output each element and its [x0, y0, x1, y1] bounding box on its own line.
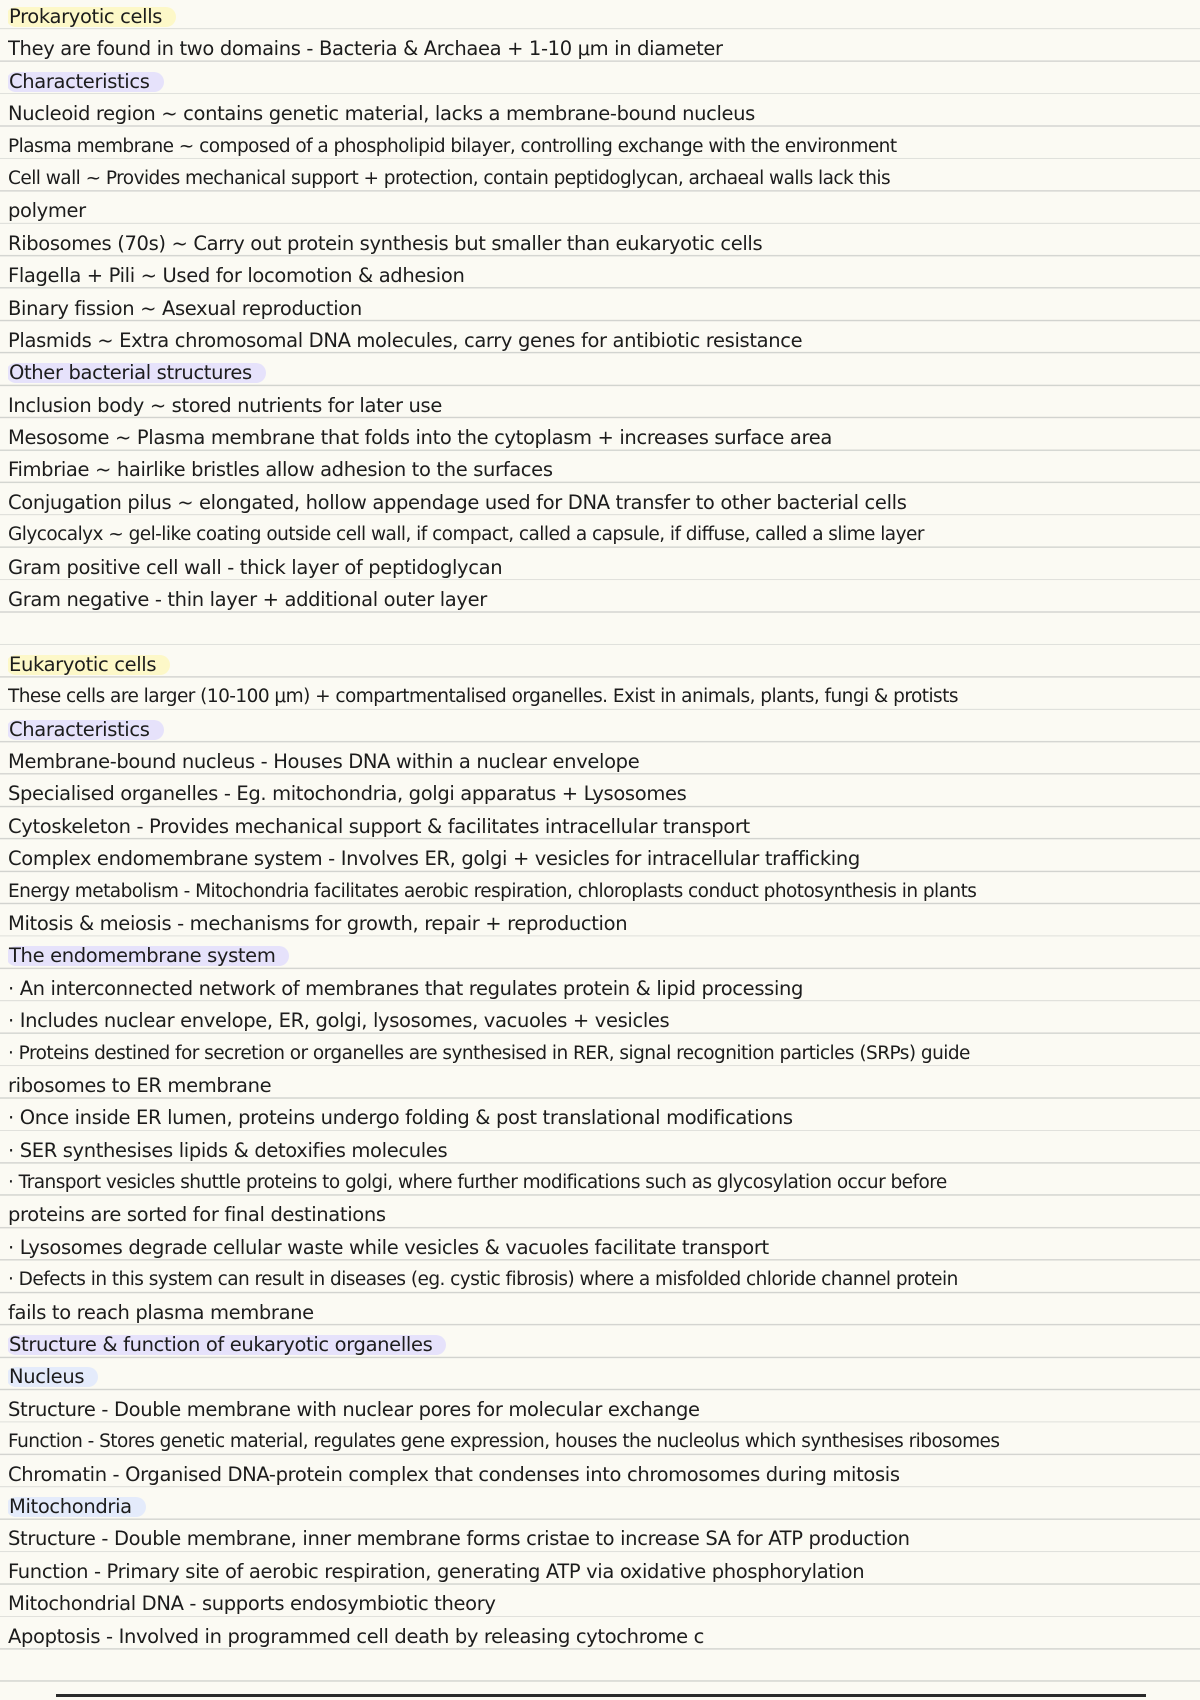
note-line: Mitochondrial DNA - supports endosymbiotic theory	[8, 1592, 496, 1616]
bullet-line: proteins are sorted for final destinations	[8, 1203, 386, 1227]
note-line: Plasma membrane ~ composed of a phospholipid bilayer, controlling exchange with the environment	[8, 135, 897, 157]
note-line: Specialised organelles - Eg. mitochondria, golgi apparatus + Lysosomes	[8, 782, 687, 806]
bullet-line: · Defects in this system can result in diseases (eg. cystic fibrosis) where a misfolded chloride channel protein	[8, 1269, 958, 1291]
bullet-line: · Proteins destined for secretion or organelles are synthesised in RER, signal recognition particles (SRPs) guide	[8, 1042, 970, 1064]
bullet-line: · Once inside ER lumen, proteins undergo folding & post translational modifications	[8, 1106, 793, 1130]
notes-body	[8, 2, 1192, 1654]
eukaryotic-title: Eukaryotic cells	[8, 655, 170, 675]
note-line: Fimbriae ~ hairlike bristles allow adhesion to the surfaces	[8, 458, 553, 482]
note-line: Complex endomembrane system - Involves ER, golgi + vesicles for intracellular trafficking	[8, 847, 860, 871]
bullet-line: · Includes nuclear envelope, ER, golgi, lysosomes, vacuoles + vesicles	[8, 1009, 670, 1033]
subheading	[8, 1362, 1192, 1394]
prokaryotic-intro: They are found in two domains - Bacteria & Archaea + 1-10 μm in diameter	[8, 37, 723, 61]
bullet-line: fails to reach plasma membrane	[8, 1300, 314, 1324]
organelles-heading: Structure & function of eukaryotic organelles	[8, 1335, 446, 1355]
bullet-line: · Transport vesicles shuttle proteins to golgi, where further modifications such as glycosylation occur before	[8, 1172, 947, 1194]
note-line: polymer	[8, 199, 86, 223]
note-line: Chromatin - Organised DNA-protein complex that condenses into chromosomes during mitosis	[8, 1462, 900, 1486]
prokaryotic-characteristics-heading: Characteristics	[8, 72, 164, 92]
bullet-line: · Lysosomes degrade cellular waste while vesicles & vacuoles facilitate transport	[8, 1235, 769, 1259]
eukaryotic-characteristics-heading: Characteristics	[8, 720, 164, 740]
note-line: Flagella + Pili ~ Used for locomotion & adhesion	[8, 264, 465, 288]
section-title	[8, 650, 1192, 682]
note-line: Gram positive cell wall - thick layer of peptidoglycan	[8, 555, 503, 579]
note-line: Cell wall ~ Provides mechanical support + protection, contain peptidoglycan, archaeal walls lack this	[8, 167, 891, 189]
note-line: Inclusion body ~ stored nutrients for later use	[8, 393, 442, 417]
endomembrane-heading: The endomembrane system	[8, 946, 289, 966]
note-line: Binary fission ~ Asexual reproduction	[8, 296, 362, 320]
note-line: Apoptosis - Involved in programmed cell death by releasing cytochrome c	[8, 1624, 705, 1648]
eukaryotic-intro: These cells are larger (10-100 μm) + compartmentalised organelles. Exist in animals, plants, fungi & protists	[8, 686, 958, 708]
subheading	[8, 715, 1192, 747]
note-line: Function - Stores genetic material, regulates gene expression, houses the nucleolus which synthesises ribosomes	[8, 1431, 1000, 1453]
note-line: Gram negative - thin layer + additional outer layer	[8, 588, 487, 612]
subheading	[8, 67, 1192, 99]
note-line: Function - Primary site of aerobic respiration, generating ATP via oxidative phosphorylation	[8, 1559, 865, 1583]
note-line: Nucleoid region ~ contains genetic material, lacks a membrane-bound nucleus	[8, 102, 755, 126]
other-structures-heading: Other bacterial structures	[8, 363, 266, 383]
note-line: Mesosome ~ Plasma membrane that folds into the cytoplasm + increases surface area	[8, 426, 832, 450]
note-line: Glycocalyx ~ gel-like coating outside cell wall, if compact, called a capsule, if diffuse, called a slime layer	[8, 524, 924, 546]
nucleus-heading: Nucleus	[8, 1367, 98, 1387]
bullet-line: ribosomes to ER membrane	[8, 1073, 272, 1097]
subheading	[8, 1330, 1192, 1362]
note-line: Energy metabolism - Mitochondria facilitates aerobic respiration, chloroplasts conduct photosynthesis in plants	[8, 880, 977, 902]
section-title	[8, 2, 1192, 34]
note-line: Structure - Double membrane, inner membrane forms cristae to increase SA for ATP production	[8, 1527, 910, 1551]
subheading	[8, 358, 1192, 390]
note-line: Mitosis & meiosis - mechanisms for growth, repair + reproduction	[8, 911, 628, 935]
bullet-line: · An interconnected network of membranes that regulates protein & lipid processing	[8, 976, 804, 1000]
note-line: Cytoskeleton - Provides mechanical support & facilitates intracellular transport	[8, 814, 750, 838]
note-line: Ribosomes (70s) ~ Carry out protein synthesis but smaller than eukaryotic cells	[8, 231, 763, 255]
subheading	[8, 941, 1192, 973]
bottom-rule	[56, 1694, 1146, 1697]
subheading	[8, 1492, 1192, 1524]
blank-line	[8, 617, 1192, 649]
note-line: Conjugation pilus ~ elongated, hollow appendage used for DNA transfer to other bacterial cells	[8, 490, 907, 514]
note-line: Structure - Double membrane with nuclear pores for molecular exchange	[8, 1397, 700, 1421]
prokaryotic-title: Prokaryotic cells	[8, 7, 176, 27]
note-line: Membrane-bound nucleus - Houses DNA within a nuclear envelope	[8, 749, 640, 773]
note-line: Plasmids ~ Extra chromosomal DNA molecules, carry genes for antibiotic resistance	[8, 328, 803, 352]
bullet-line: · SER synthesises lipids & detoxifies molecules	[8, 1138, 448, 1162]
mitochondria-heading: Mitochondria	[8, 1497, 146, 1517]
